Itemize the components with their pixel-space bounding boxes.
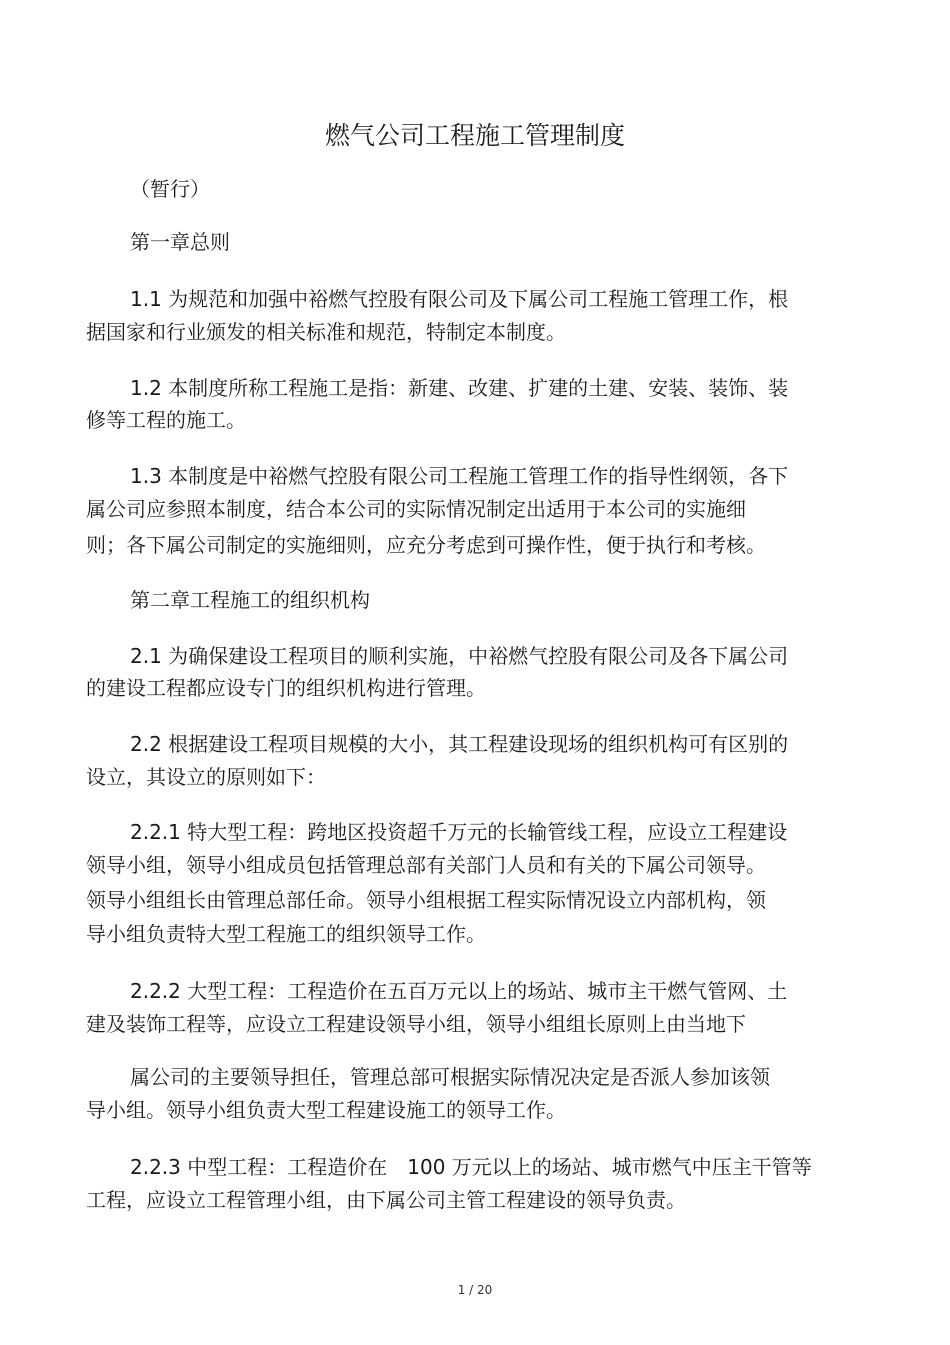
paragraph-2-2-1-line-2: 领导小组，领导小组成员包括管理总部有关部门人员和有关的下属公司领导。 [86, 853, 766, 877]
paragraph-2-2-line-1: 2.2 根据建设工程项目规模的大小，其工程建设现场的组织机构可有区别的 [130, 732, 789, 756]
paragraph-2-1-line-1: 2.1 为确保建设工程项目的顺利实施，中裕燃气控股有限公司及各下属公司 [130, 644, 789, 668]
paragraph-2-2-3-line-2: 工程，应设立工程管理小组，由下属公司主管工程建设的领导负责。 [86, 1188, 686, 1212]
paragraph-2-2-line-2: 设立，其设立的原则如下： [86, 765, 326, 789]
paragraph-2-2-2-line-4: 导小组。领导小组负责大型工程建设施工的领导工作。 [86, 1098, 566, 1122]
paragraph-1-1-line-2: 据国家和行业颁发的相关标准和规范，特制定本制度。 [86, 320, 566, 344]
paragraph-2-2-1-line-3: 领导小组组长由管理总部任命。领导小组根据工程实际情况设立内部机构，领 [86, 888, 766, 912]
paragraph-2-2-2-line-1: 2.2.2 大型工程：工程造价在五百万元以上的场站、城市主干燃气管网、土 [130, 979, 788, 1003]
paragraph-1-1-line-1: 1.1 为规范和加强中裕燃气控股有限公司及下属公司工程施工管理工作，根 [130, 287, 789, 311]
document-title: 燃气公司工程施工管理制度 [324, 121, 625, 150]
paragraph-1-3-line-2: 属公司应参照本制度，结合本公司的实际情况制定出适用于本公司的实施细 [86, 497, 746, 521]
paragraph-2-2-1-line-1: 2.2.1 特大型工程：跨地区投资超千万元的长输管线工程，应设立工程建设 [130, 820, 788, 844]
paragraph-2-2-1-line-4: 导小组负责特大型工程施工的组织领导工作。 [86, 922, 486, 946]
paragraph-1-2-line-2: 修等工程的施工。 [86, 408, 246, 432]
paragraph-2-2-2-line-3: 属公司的主要领导担任，管理总部可根据实际情况决定是否派人参加该领 [130, 1065, 770, 1089]
chapter-1-heading: 第一章总则 [130, 230, 230, 254]
document-subtitle: （暂行） [130, 177, 210, 201]
page-number: 1 / 20 [457, 1283, 493, 1297]
paragraph-2-2-3-line-1: 2.2.3 中型工程：工程造价在 100 万元以上的场站、城市燃气中压主干管等 [130, 1155, 812, 1179]
paragraph-1-2-line-1: 1.2 本制度所称工程施工是指：新建、改建、扩建的土建、安装、装饰、装 [130, 376, 789, 400]
paragraph-2-2-2-line-2: 建及装饰工程等，应设立工程建设领导小组，领导小组组长原则上由当地下 [86, 1012, 746, 1036]
paragraph-1-3-line-1: 1.3 本制度是中裕燃气控股有限公司工程施工管理工作的指导性纲领，各下 [130, 464, 789, 488]
chapter-2-heading: 第二章工程施工的组织机构 [130, 588, 370, 612]
paragraph-2-1-line-2: 的建设工程都应设专门的组织机构进行管理。 [86, 676, 486, 700]
paragraph-1-3-line-3: 则；各下属公司制定的实施细则，应充分考虑到可操作性，便于执行和考核。 [86, 533, 766, 557]
